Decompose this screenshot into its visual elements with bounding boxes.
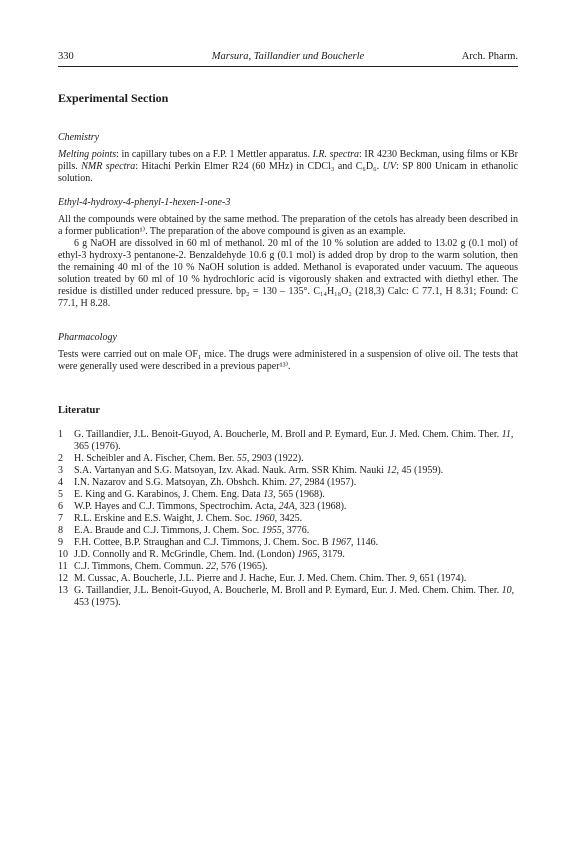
ir-text: : IR 4230 Beckman, using films or KBr pills. xyxy=(58,149,518,172)
reference-number: 7 xyxy=(58,513,63,524)
compound-paragraph-2: 6 g NaOH are dissolved in 60 ml of methanol. 20 ml of the 10 % solution are added to 13.02 g (0.1 mol) of ethyl-3 hydroxy-3 pentanone-2. Benzaldehyde 10.6 g (0.1 mol) is added drop by drop to the warm solution, then the remaining 40 ml of the 10 % NaOH solution is added. Methanol is evaporated under vacuum. The aqueous solution treated by 60 ml of 10 % hydrochloric acid is vigorously shaken and extracted with diethyl ether. The residue is distilled under reduced pressure. bp₂ = 130 – 135°. C₁₄H₁₈O₂ (218,3) Calc: C 77.1, H 8.31; Found: C 77.1, H 8.28. xyxy=(58,238,518,309)
journal-abbrev: Arch. Pharm. xyxy=(461,51,518,62)
pharmacology-paragraph: Tests were carried out on male OF₁ mice. The drugs were administered in a suspension of olive oil. The tests that were generally used were described in a previous paper¹³⁾. xyxy=(58,349,518,372)
reference-number: 12 xyxy=(58,573,68,584)
reference-number: 13 xyxy=(58,585,68,596)
reference-list xyxy=(58,429,518,609)
uv-label: UV xyxy=(382,161,396,172)
nmr-label: NMR spectra xyxy=(81,161,136,172)
reference-item: 8 E.A. Braude and C.J. Timmons, J. Chem. Soc. 1955, 3776. xyxy=(58,525,310,536)
subheading-pharmacology: Pharmacology xyxy=(58,332,117,343)
running-head xyxy=(58,50,518,66)
nmr-text: : Hitachi Perkin Elmer R24 (60 MHz) in CDCl₃ and C₆D₆. xyxy=(135,161,383,172)
uv-text: : SP 800 Unicam in ethanolic solution. xyxy=(58,161,519,184)
reference-item: 3 S.A. Vartanyan and S.G. Matsoyan, Izv. Akad. Nauk. Arm. SSR Khim. Nauki 12, 45 (1959). xyxy=(58,465,444,476)
reference-item: 13 G. Taillandier, J.L. Benoit-Guyod, A. Boucherle, M. Broll and P. Eymard, Eur. J. Med. Chem. Chim. Ther. 10, 453 (1975). xyxy=(58,585,515,608)
running-authors: Marsura, Taillandier und Boucherle xyxy=(211,51,365,62)
header-rule xyxy=(58,66,518,67)
reference-number: 3 xyxy=(58,465,63,476)
reference-item: 1 G. Taillandier, J.L. Benoit-Guyod, A. Boucherle, M. Broll and P. Eymard, Eur. J. Med. Chem. Chim. Ther. 11, 365 (1976). xyxy=(58,429,514,452)
reference-number: 8 xyxy=(58,525,63,536)
mp-text: : in capillary tubes on a F.P. 1 Mettler apparatus. xyxy=(116,149,313,160)
reference-item: 6 W.P. Hayes and C.J. Timmons, Spectrochim. Acta, 24A, 323 (1968). xyxy=(58,501,347,512)
reference-item: 9 F.H. Cottee, B.P. Straughan and C.J. Timmons, J. Chem. Soc. B 1967, 1146. xyxy=(58,537,379,548)
reference-item: 11 C.J. Timmons, Chem. Commun. 22, 576 (1965). xyxy=(58,561,268,572)
chemistry-paragraph xyxy=(58,149,518,185)
reference-item: 5 E. King and G. Karabinos, J. Chem. Eng. Data 13, 565 (1968). xyxy=(58,489,325,500)
compound-paragraph-1: All the compounds were obtained by the same method. The preparation of the cetols has already been described in a former publication¹⁾. The preparation of the above compound is given as an example. xyxy=(58,214,518,237)
page-number: 330 xyxy=(58,51,74,62)
reference-item: 7 R.L. Erskine and E.S. Waight, J. Chem. Soc. 1960, 3425. xyxy=(58,513,303,524)
reference-number: 10 xyxy=(58,549,68,560)
section-heading-literatur: Literatur xyxy=(58,405,100,416)
reference-number: 1 xyxy=(58,429,63,440)
reference-item: 12 M. Cussac, A. Boucherle, J.L. Pierre and J. Hache, Eur. J. Med. Chem. Chim. Ther. 9, 651 (1974). xyxy=(58,573,467,584)
subheading-compound: Ethyl-4-hydroxy-4-phenyl-1-hexen-1-one-3 xyxy=(58,197,231,208)
reference-number: 6 xyxy=(58,501,63,512)
reference-item: 4 I.N. Nazarov and S.G. Matsoyan, Zh. Obshch. Khim. 27, 2984 (1957). xyxy=(58,477,357,488)
reference-number: 11 xyxy=(58,561,68,572)
mp-label: Melting points xyxy=(58,149,117,160)
subheading-chemistry: Chemistry xyxy=(58,132,100,143)
article-body xyxy=(58,90,518,609)
reference-number: 4 xyxy=(58,477,63,488)
section-heading-experimental: Experimental Section xyxy=(58,91,169,105)
reference-item: 10 J.D. Connolly and R. McGrindle, Chem. Ind. (London) 1965, 3179. xyxy=(58,549,345,560)
reference-item: 2 H. Scheibler and A. Fischer, Chem. Ber. 55, 2903 (1922). xyxy=(58,453,304,464)
ir-label: I.R. spectra xyxy=(312,149,360,160)
reference-number: 2 xyxy=(58,453,63,464)
reference-number: 5 xyxy=(58,489,63,500)
reference-number: 9 xyxy=(58,537,63,548)
